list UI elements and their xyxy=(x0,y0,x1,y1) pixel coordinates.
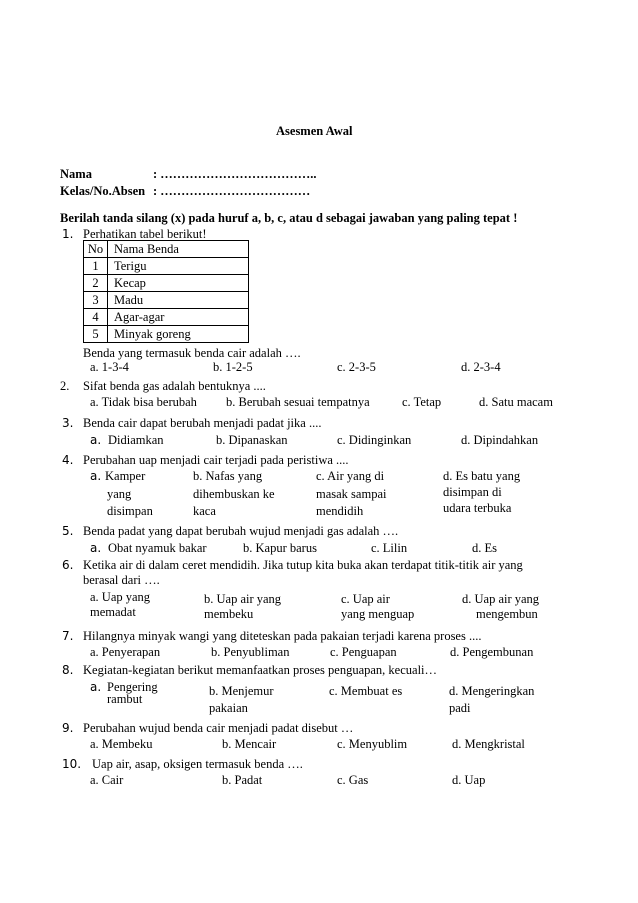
kelas-label: Kelas/No.Absen xyxy=(60,184,146,198)
table-cell: 3 xyxy=(84,292,108,309)
option-d[interactable]: d. Uap air yang xyxy=(462,592,540,606)
option-a-line2[interactable]: yang xyxy=(107,487,132,501)
question-text: Uap air, asap, oksigen termasuk benda …. xyxy=(92,757,303,771)
option-a-line2[interactable]: rambut xyxy=(107,692,143,706)
option-a-letter: a. xyxy=(90,680,102,694)
question-text: Perhatikan tabel berikut! xyxy=(83,227,207,241)
option-d[interactable]: d. Mengeringkan xyxy=(449,684,535,698)
option-c[interactable]: c. Membuat es xyxy=(329,684,403,698)
option-d[interactable]: d. Pengembunan xyxy=(450,645,534,659)
option-c[interactable]: c. Tetap xyxy=(402,395,442,409)
table-header: No xyxy=(84,241,108,258)
table-cell: Agar-agar xyxy=(108,309,249,326)
option-b[interactable]: b. Nafas yang xyxy=(193,469,263,483)
table-row xyxy=(84,292,249,309)
option-a[interactable]: a. 1-3-4 xyxy=(90,360,129,374)
question-text: Benda yang termasuk benda cair adalah …. xyxy=(83,346,301,360)
option-c[interactable]: c. Didinginkan xyxy=(337,433,412,447)
option-a[interactable]: a. Penyerapan xyxy=(90,645,161,659)
option-a[interactable]: a. Uap yang xyxy=(90,590,151,604)
option-a[interactable]: Didiamkan xyxy=(108,433,164,447)
option-b-line2[interactable]: pakaian xyxy=(209,701,248,715)
option-c[interactable]: c. Lilin xyxy=(371,541,408,555)
table-cell: 4 xyxy=(84,309,108,326)
instruction: Berilah tanda silang (x) pada huruf a, b, c, atau d sebagai jawaban yang paling tepat ! xyxy=(60,211,518,225)
table-cell: 1 xyxy=(84,258,108,275)
question-number: 3. xyxy=(62,416,74,430)
question-number: 2. xyxy=(60,379,70,393)
option-b-line3[interactable]: kaca xyxy=(193,504,216,518)
option-c[interactable]: c. Air yang di xyxy=(316,469,385,483)
option-c[interactable]: c. Penguapan xyxy=(330,645,397,659)
option-c[interactable]: c. 2-3-5 xyxy=(337,360,376,374)
option-b[interactable]: b. Mencair xyxy=(222,737,277,751)
table-row xyxy=(84,326,249,343)
option-a-letter: a. xyxy=(90,469,102,483)
option-c-line3[interactable]: mendidih xyxy=(316,504,364,518)
table-cell: Kecap xyxy=(108,275,249,292)
option-b[interactable]: b. Uap air yang xyxy=(204,592,282,606)
option-d-line2[interactable]: mengembun xyxy=(476,607,538,621)
table-row xyxy=(84,275,249,292)
option-a[interactable]: a. Tidak bisa berubah xyxy=(90,395,197,409)
option-d[interactable]: d. Es batu yang xyxy=(443,469,521,483)
option-b[interactable]: b. 1-2-5 xyxy=(213,360,253,374)
option-a[interactable]: Obat nyamuk bakar xyxy=(108,541,207,555)
option-a-letter: a. xyxy=(90,541,102,555)
nama-label: Nama xyxy=(60,167,92,181)
option-c[interactable]: c. Menyublim xyxy=(337,737,408,751)
question-text: Sifat benda gas adalah bentuknya .... xyxy=(83,379,266,393)
question-text: Benda cair dapat berubah menjadi padat jika .... xyxy=(83,416,322,430)
table-cell: 5 xyxy=(84,326,108,343)
question-number: 9. xyxy=(62,721,74,735)
option-a[interactable]: Kamper xyxy=(105,469,146,483)
nama-field[interactable]: : ……………………………….. xyxy=(153,167,317,181)
question-number: 7. xyxy=(62,629,74,643)
option-c-line2[interactable]: masak sampai xyxy=(316,487,387,501)
option-b-line2[interactable]: dihembuskan ke xyxy=(193,487,275,501)
option-a-line2[interactable]: memadat xyxy=(90,605,136,619)
option-d[interactable]: d. Uap xyxy=(452,773,486,787)
option-b[interactable]: b. Menjemur xyxy=(209,684,274,698)
option-a-letter: a. xyxy=(90,433,102,447)
table-cell: 2 xyxy=(84,275,108,292)
option-a[interactable]: a. Membeku xyxy=(90,737,153,751)
question-text: Perubahan wujud benda cair menjadi padat disebut … xyxy=(83,721,354,735)
option-d[interactable]: d. Satu macam xyxy=(479,395,553,409)
option-d[interactable]: d. Dipindahkan xyxy=(461,433,539,447)
option-c[interactable]: c. Gas xyxy=(337,773,369,787)
table-row xyxy=(84,309,249,326)
table-header: Nama Benda xyxy=(108,241,249,258)
benda-table xyxy=(83,240,249,343)
table-cell: Terigu xyxy=(108,258,249,275)
table-cell: Madu xyxy=(108,292,249,309)
option-c-line2[interactable]: yang menguap xyxy=(341,607,415,621)
table-row xyxy=(84,258,249,275)
question-text: Ketika air di dalam ceret mendidih. Jika tutup kita buka akan terdapat titik-titik air yang xyxy=(83,558,523,572)
table-cell: Minyak goreng xyxy=(108,326,249,343)
question-number: 10. xyxy=(62,757,82,771)
question-text: Perubahan uap menjadi cair terjadi pada peristiwa .... xyxy=(83,453,349,467)
option-b-line2[interactable]: membeku xyxy=(204,607,254,621)
question-number: 8. xyxy=(62,663,74,677)
question-text: berasal dari …. xyxy=(83,573,160,587)
option-a[interactable]: Pengering xyxy=(107,680,158,694)
option-b[interactable]: b. Padat xyxy=(222,773,263,787)
option-a-line3[interactable]: disimpan xyxy=(107,504,153,518)
question-text: Kegiatan-kegiatan berikut memanfaatkan proses penguapan, kecuali… xyxy=(83,663,438,677)
option-b[interactable]: b. Penyubliman xyxy=(211,645,290,659)
option-d[interactable]: d. Mengkristal xyxy=(452,737,525,751)
question-number: 4. xyxy=(62,453,74,467)
option-b[interactable]: b. Berubah sesuai tempatnya xyxy=(226,395,370,409)
page-title: Asesmen Awal xyxy=(276,124,353,138)
option-d-line2[interactable]: padi xyxy=(449,701,471,715)
question-number: 5. xyxy=(62,524,74,538)
option-d[interactable]: d. 2-3-4 xyxy=(461,360,501,374)
option-d[interactable]: d. Es xyxy=(472,541,497,555)
option-b[interactable]: b. Dipanaskan xyxy=(216,433,288,447)
option-d-line2[interactable]: disimpan di xyxy=(443,485,502,499)
kelas-field[interactable]: : ……………………………… xyxy=(153,184,311,198)
option-d-line3[interactable]: udara terbuka xyxy=(443,501,512,515)
question-number: 6. xyxy=(62,558,74,572)
table-header-row xyxy=(84,241,249,258)
option-a[interactable]: a. Cair xyxy=(90,773,124,787)
option-c[interactable]: c. Uap air xyxy=(341,592,390,606)
question-number: 1. xyxy=(62,227,74,241)
question-text: Benda padat yang dapat berubah wujud menjadi gas adalah …. xyxy=(83,524,399,538)
question-text: Hilangnya minyak wangi yang diteteskan pada pakaian terjadi karena proses .... xyxy=(83,629,482,643)
option-b[interactable]: b. Kapur barus xyxy=(243,541,317,555)
